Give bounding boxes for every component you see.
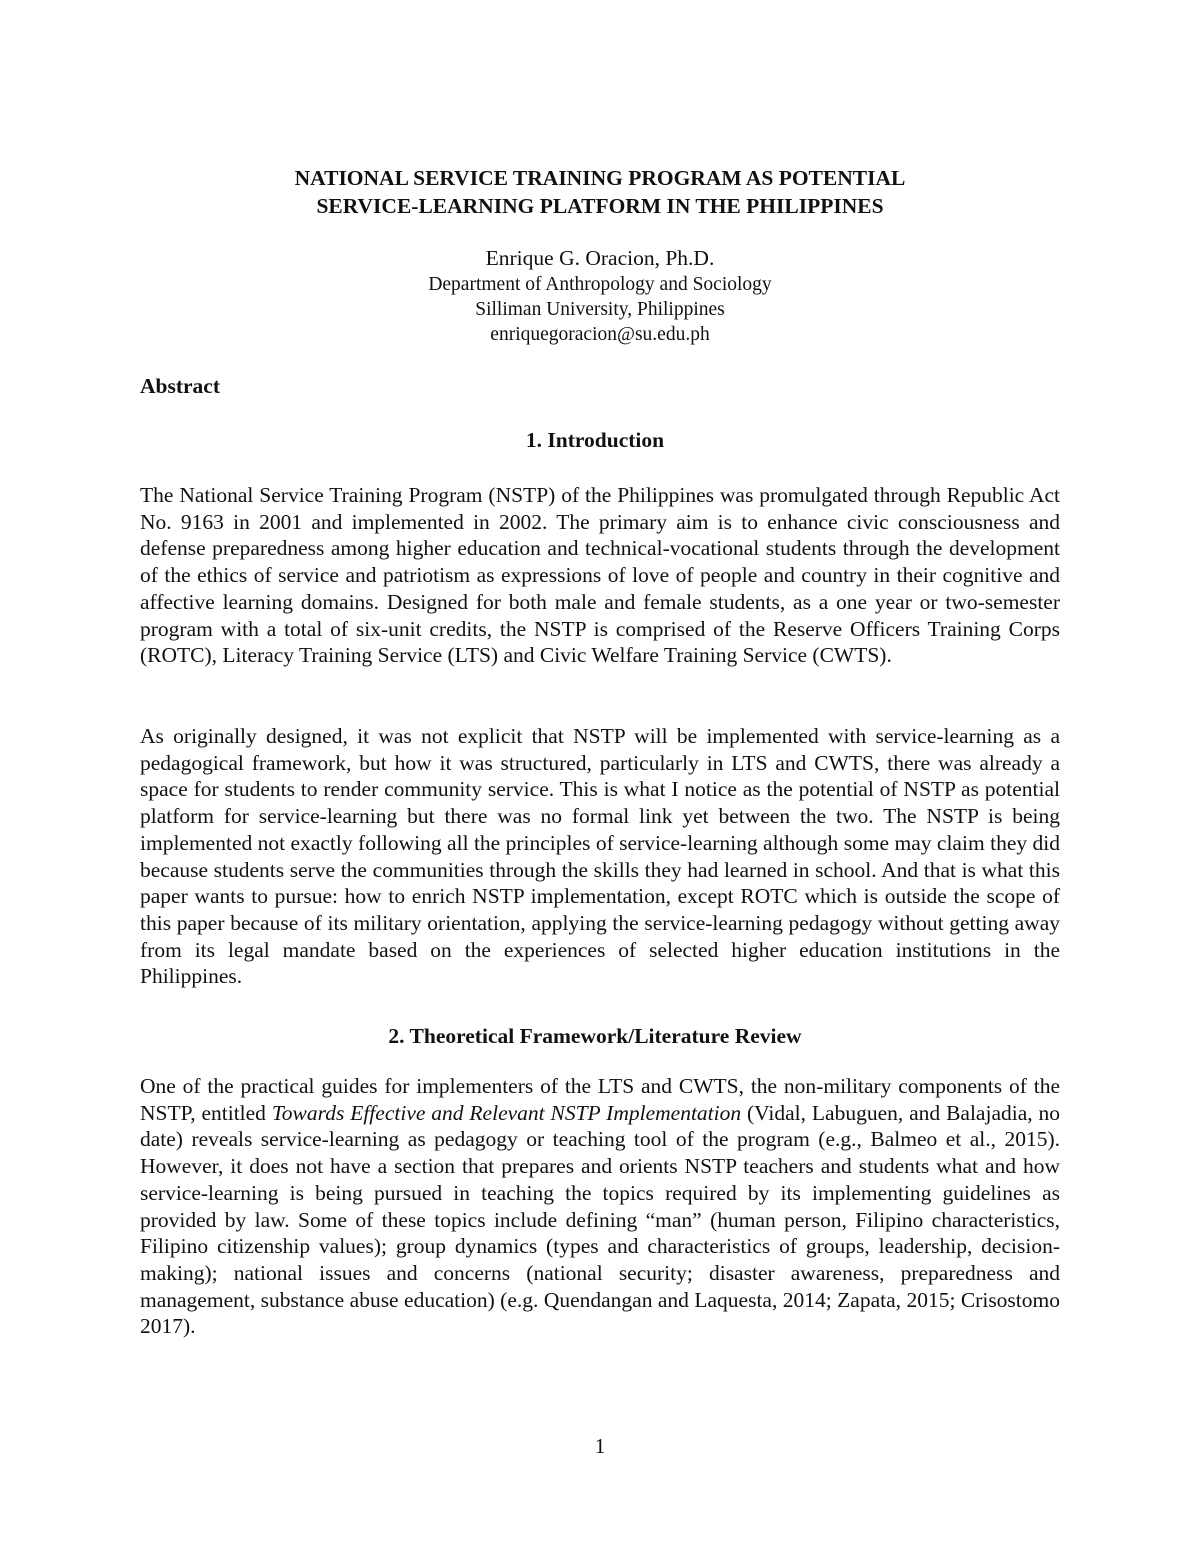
author-block — [140, 244, 1060, 347]
author-email: enriquegoracion@su.edu.ph — [490, 324, 710, 345]
section-1-heading: 1. Introduction — [525, 428, 665, 452]
cited-work-title: Towards Effective and Relevant NSTP Implementation — [271, 1100, 742, 1125]
author-department: Department of Anthropology and Sociology — [428, 274, 772, 295]
title-line-1: NATIONAL SERVICE TRAINING PROGRAM AS POTENTIAL — [294, 166, 906, 190]
introduction-paragraph-2: As originally designed, it was not explicit that NSTP will be implemented with service-learning as a pedagogical framework, but how it was structured, particularly in LTS and CWTS, there was already a space for students to render community service. This is what I notice as the potential of NSTP as potential platform for service-learning but there was no formal link yet between the two. The NSTP is being implemented not exactly following all the principles of service-learning although some may claim they did because students serve the communities through the skills they had learned in school. And that is what this paper wants to pursue: how to enrich NSTP implementation, except ROTC which is outside the scope of this paper because of its military orientation, applying the service-learning pedagogy without getting away from its legal mandate based on the experiences of selected higher education institutions in the Philippines. — [140, 724, 1060, 989]
paper-title — [140, 164, 1060, 220]
author-name: Enrique G. Oracion, Ph.D. — [485, 246, 715, 270]
literature-review-paragraph-1 — [140, 1073, 1060, 1340]
abstract-heading: Abstract — [140, 374, 221, 398]
lit-review-text-start: One of the practical guides for implementers of the LTS and CWTS, the non-military components of the NSTP, entitled — [140, 1074, 1060, 1125]
author-university: Silliman University, Philippines — [475, 299, 725, 320]
section-2-heading: 2. Theoretical Framework/Literature Review — [388, 1024, 802, 1048]
introduction-paragraph-1: The National Service Training Program (NSTP) of the Philippines was promulgated through Republic Act No. 9163 in 2001 and implemented in 2002. The primary aim is to enhance civic consciousness and defense preparedness among higher education and technical-vocational students through the development of the ethics of service and patriotism as expressions of love of people and country in their cognitive and affective learning domains. Designed for both male and female students, as a one year or two-semester program with a total of six-unit credits, the NSTP is comprised of the Reserve Officers Training Corps (ROTC), Literacy Training Service (LTS) and Civic Welfare Training Service (CWTS). — [140, 483, 1060, 668]
lit-review-text-end: (Vidal, Labuguen, and Balajadia, no date) reveals service-learning as pedagogy or teaching tool of the program (e.g., Balmeo et al., 2015). However, it does not have a section that prepares and orients NSTP teachers and students what and how service-learning is being pursued in teaching the topics required by its implementing guidelines as provided by law. Some of these topics include defining “man” (human person, Filipino characteristics, Filipino citizenship values); group dynamics (types and characteristics of groups, leadership, decision-making); national issues and concerns (national security; disaster awareness, preparedness and management, substance abuse education) (e.g. Quendangan and Laquesta, 2014; Zapata, 2015; Crisostomo 2017). — [140, 1100, 1061, 1339]
title-line-2: SERVICE-LEARNING PLATFORM IN THE PHILIPPINES — [316, 194, 884, 218]
page-number: 1 — [594, 1434, 606, 1458]
